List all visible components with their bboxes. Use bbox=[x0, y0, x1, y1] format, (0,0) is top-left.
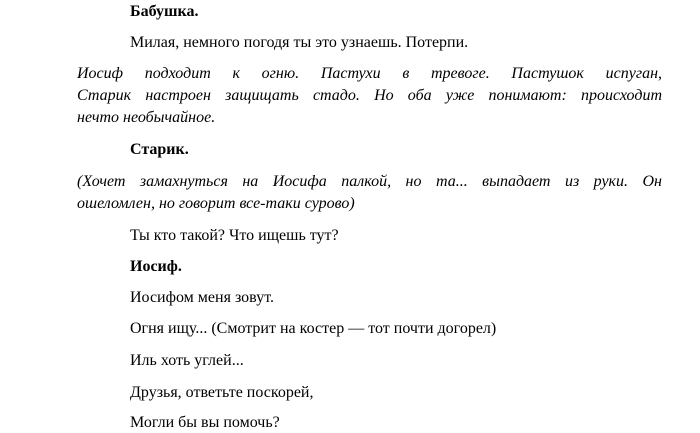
stage-direction-1-line-3: нечто необычайное. bbox=[77, 109, 216, 126]
dialogue-line-joseph-3: Иль хоть углей... bbox=[130, 352, 244, 369]
dialogue-line-joseph-2: Огня ищу... (Смотрит на костер — тот почти догорел) bbox=[130, 320, 497, 337]
stage-direction-1-line-2: Старик настроен защищать стадо. Но оба уже понимают: происходит bbox=[77, 87, 662, 104]
dialogue-line-grandma: Милая, немного погодя ты это узнаешь. Потерпи. bbox=[130, 34, 469, 51]
stage-direction-2-line-1: (Хочет замахнуться на Иосифа палкой, но та... выпадает из руки. Он bbox=[77, 173, 662, 190]
speaker-grandma: Бабушка. bbox=[130, 3, 199, 20]
dialogue-line-joseph-1: Иосифом меня зовут. bbox=[130, 289, 274, 306]
dialogue-line-joseph-4: Друзья, ответьте поскорей, bbox=[130, 384, 314, 401]
stage-direction-2-line-2: ошеломлен, но говорит все-таки сурово) bbox=[77, 195, 355, 212]
stage-direction-1-line-1: Иосиф подходит к огню. Пастухи в тревоге. Пастушок испуган, bbox=[77, 65, 662, 82]
speaker-oldman: Старик. bbox=[130, 141, 189, 158]
speaker-joseph: Иосиф. bbox=[130, 258, 182, 275]
dialogue-line-oldman: Ты кто такой? Что ищешь тут? bbox=[130, 227, 339, 244]
dialogue-line-joseph-5: Могли бы вы помочь? bbox=[130, 414, 280, 431]
